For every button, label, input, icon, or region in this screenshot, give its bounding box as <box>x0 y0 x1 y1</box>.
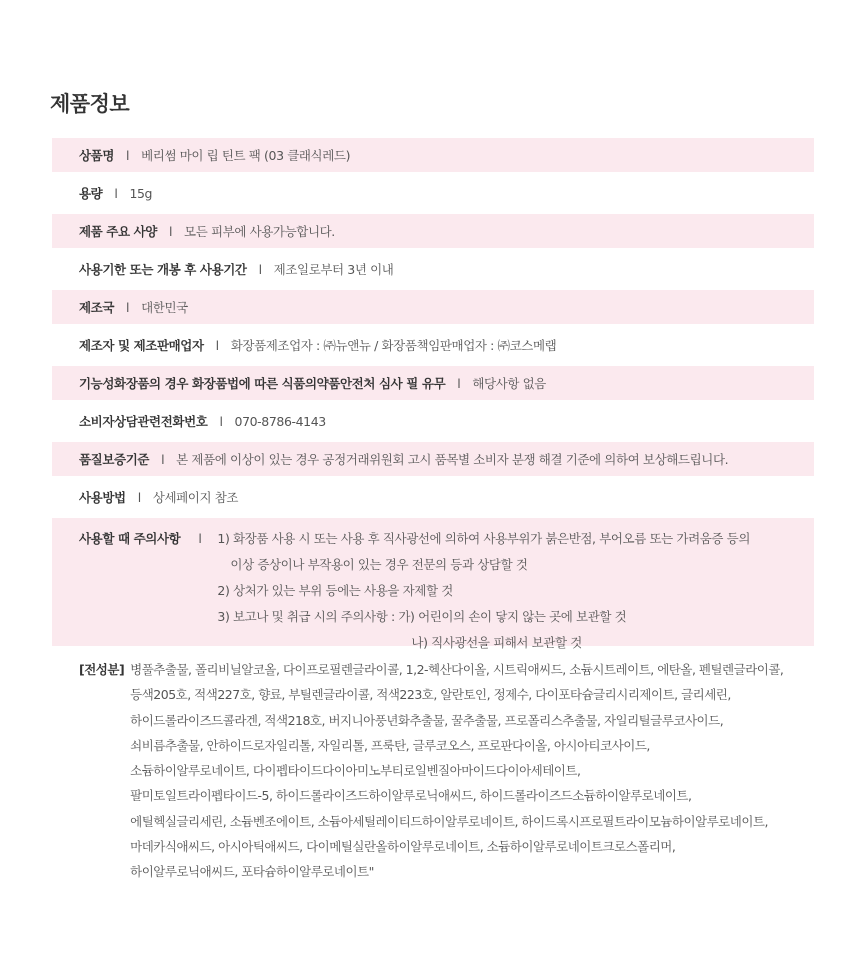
row-separator: l <box>219 413 223 429</box>
row-label: 제품 주요 사양 <box>79 224 157 239</box>
row-label: 상품명 <box>79 148 115 163</box>
row-separator: l <box>258 261 262 277</box>
ingredients-line: 소듐하이알루로네이트, 다이펩타이드다이아미노부티로일벤질아마이드다이아세테이트, <box>130 763 581 779</box>
caution-line: 나) 직사광선을 피해서 보관할 것 <box>411 635 582 650</box>
row-value: 화장품제조업자 : ㈜뉴앤뉴 / 화장품책임판매업자 : ㈜코스메랩 <box>230 338 557 353</box>
row-label: 소비자상담관련전화번호 <box>79 414 208 429</box>
info-row-expiry <box>52 252 814 286</box>
row-value: 대한민국 <box>141 300 188 315</box>
caution-text <box>217 526 750 656</box>
row-label: 품질보증기준 <box>79 452 150 467</box>
info-row-product-name <box>52 138 814 172</box>
row-separator: l <box>198 531 202 546</box>
row-separator: l <box>114 185 118 201</box>
info-row-manufacturer <box>52 328 814 362</box>
caution-line: 1) 화장품 사용 시 또는 사용 후 직사광선에 의하여 사용부위가 붉은반점, 부어오름 또는 가려움증 등의 <box>217 531 751 546</box>
ingredients-line: 병풀추출물, 폴리비닐알코올, 다이프로필렌글라이콜, 1,2-헥산다이올, 시트릭애씨드, 소듐시트레이트, 에탄올, 펜틸렌글라이콜, <box>130 662 784 677</box>
row-separator: l <box>215 337 219 353</box>
info-row-caution <box>52 518 814 650</box>
row-value: 제조일로부터 3년 이내 <box>273 262 394 277</box>
ingredients-line: 에틸헥실글리세린, 소듐벤조에이트, 소듐아세틸레이티드하이알루로네이트, 하이드록시프로필트라이모늄하이알루로네이트, <box>130 813 768 829</box>
row-label: 사용방법 <box>79 490 126 505</box>
info-row-functional-review <box>52 366 814 400</box>
row-label: 기능성화장품의 경우 화장품법에 따른 식품의약품안전처 심사 필 유무 <box>79 376 446 391</box>
row-separator: l <box>137 489 141 505</box>
product-info-table <box>52 138 814 652</box>
row-value: 해당사항 없음 <box>472 376 546 391</box>
row-label: 사용기한 또는 개봉 후 사용기간 <box>79 262 247 277</box>
row-label: 용량 <box>79 186 103 201</box>
ingredients-label: [전성분] <box>79 662 125 677</box>
ingredients-line: 등색205호, 적색227호, 향료, 부틸렌글라이콜, 적색223호, 알란토인, 정제수, 다이포타슘글리시리제이트, 글리세린, <box>130 687 731 703</box>
row-label: 제조자 및 제조판매업자 <box>79 338 204 353</box>
ingredients-section <box>79 657 819 885</box>
row-value: 15g <box>129 185 153 201</box>
row-label: 제조국 <box>79 300 115 315</box>
row-separator: l <box>161 451 165 467</box>
ingredients-list <box>130 657 819 885</box>
row-label: 사용할 때 주의사항 <box>79 531 181 546</box>
row-value: 베리썸 마이 립 틴트 팩 (03 클래식레드) <box>141 148 351 163</box>
row-value: 본 제품에 이상이 있는 경우 공정거래위원회 고시 품목별 소비자 분쟁 해결 기준에 의하여 보상해드립니다. <box>176 452 729 467</box>
caution-line: 3) 보고나 및 취급 시의 주의사항 : 가) 어린이의 손이 닿지 않는 곳에 보관할 것 <box>217 609 627 624</box>
row-separator: l <box>168 223 173 239</box>
caution-line: 이상 증상이나 부작용이 있는 경우 전문의 등과 상담할 것 <box>230 557 528 572</box>
info-row-quality-guarantee <box>52 442 814 476</box>
ingredients-line: 마데카식애씨드, 아시아틱애씨드, 다이메틸실란올하이알루로네이트, 소듐하이알루로네이트크로스폴리머, <box>130 839 676 855</box>
row-separator: l <box>457 375 461 391</box>
row-value: 모든 피부에 사용가능합니다. <box>184 224 335 239</box>
row-separator: l <box>126 299 130 315</box>
ingredients-line: 하이알루로닉애씨드, 포타슘하이알루로네이트" <box>130 864 374 880</box>
row-separator: l <box>126 147 130 163</box>
caution-line: 2) 상처가 있는 부위 등에는 사용을 자제할 것 <box>217 583 453 598</box>
row-value: 070-8786-4143 <box>234 413 326 429</box>
ingredients-line: 쇠비름추출물, 안하이드로자일리톨, 자일리톨, 프룩탄, 글루코오스, 프로판다이올, 아시아티코사이드, <box>130 737 650 753</box>
info-row-phone <box>52 404 814 438</box>
row-value: 상세페이지 참조 <box>152 490 239 505</box>
page-title: 제품정보 <box>50 92 130 116</box>
ingredients-line: 팔미토일트라이펩타이드-5, 하이드롤라이즈드하이알루로닉애씨드, 하이드롤라이즈드소듐하이알루로네이트, <box>130 788 692 804</box>
info-row-main-spec <box>52 214 814 248</box>
info-row-usage <box>52 480 814 514</box>
info-row-capacity <box>52 176 814 210</box>
info-row-country <box>52 290 814 324</box>
ingredients-line: 하이드롤라이즈드콜라겐, 적색218호, 버지니아풍년화추출물, 꿀추출물, 프로폴리스추출물, 자일리틸글루코사이드, <box>130 712 724 728</box>
